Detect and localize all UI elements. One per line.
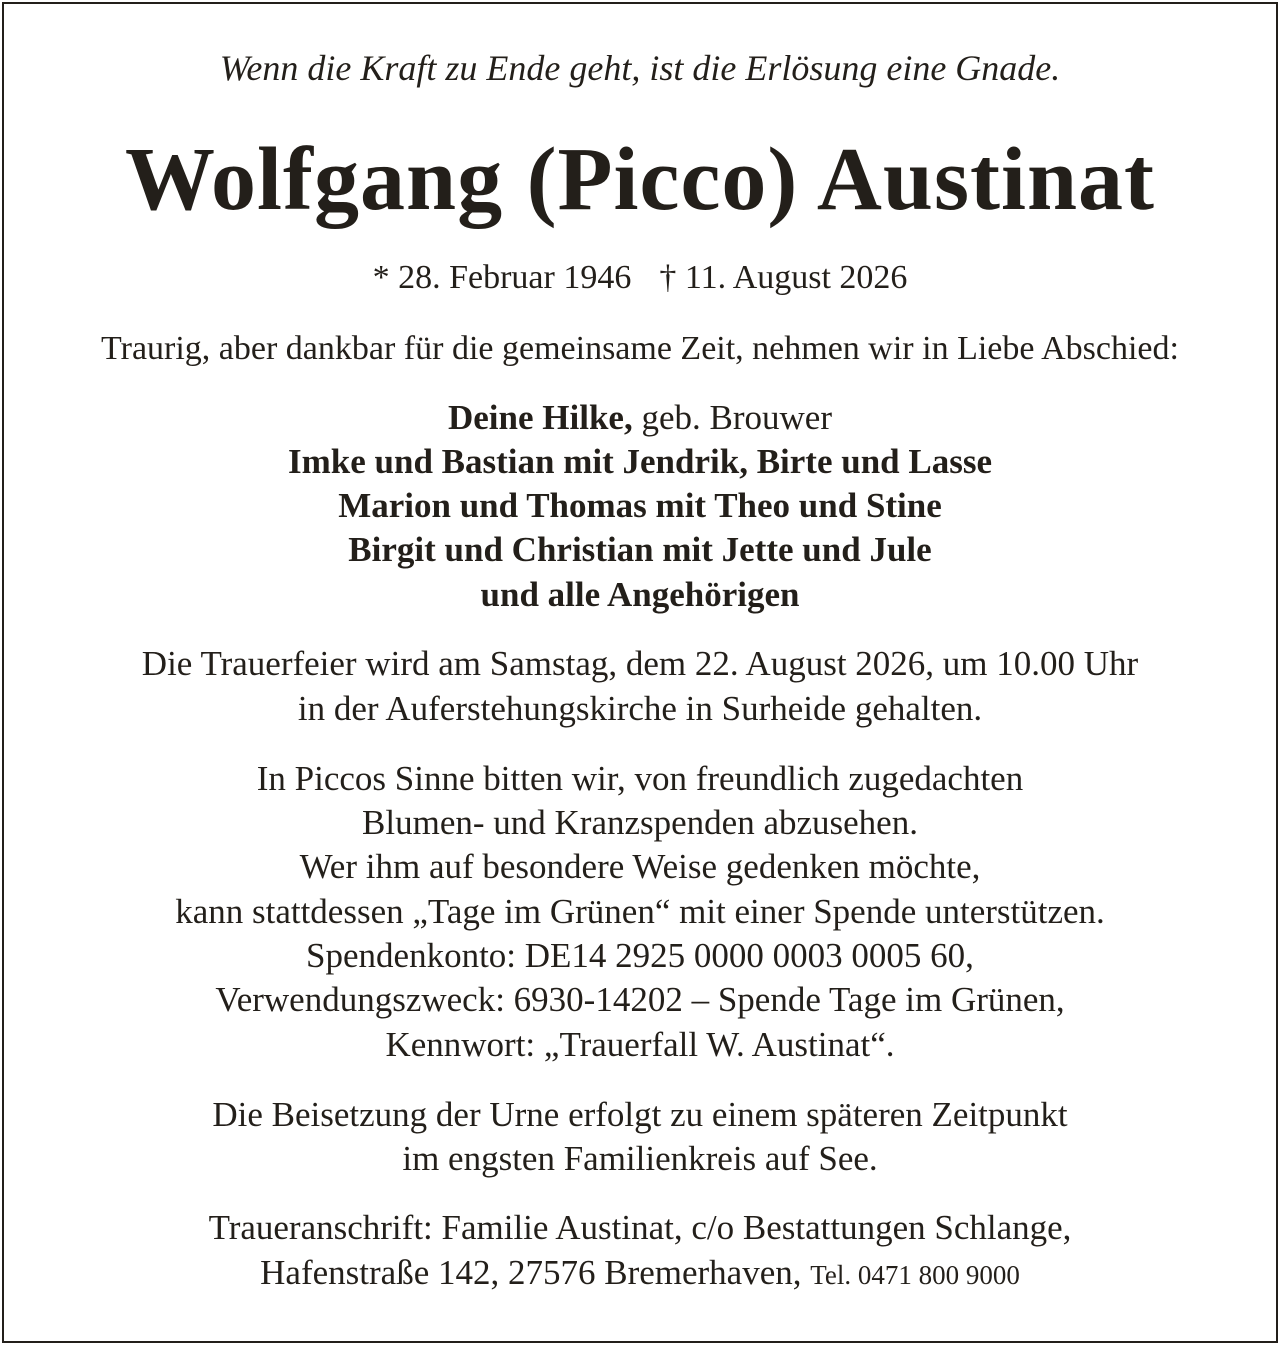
donation-line-4: kann stattdessen „Tage im Grünen“ mit einer Spende unterstützen. — [175, 892, 1105, 931]
farewell-intro: Traurig, aber dankbar für die gemeinsame Zeit, nehmen wir in Liebe Abschied: — [101, 330, 1179, 367]
mourner-spouse — [0, 396, 1280, 440]
mourner-line-4: Birgit und Christian mit Jette und Jule — [348, 530, 932, 569]
mourner-line-3: Marion und Thomas mit Theo und Stine — [338, 486, 942, 525]
address-line-2 — [0, 1251, 1280, 1297]
donation-purpose: Verwendungszweck: 6930-14202 – Spende Tage im Grünen, — [215, 980, 1065, 1019]
spouse-name: Deine Hilke, — [448, 398, 633, 437]
service-line-1: Die Trauerfeier wird am Samstag, dem 22. August 2026, um 10.00 Uhr — [141, 644, 1139, 683]
address-line-1: Traueranschrift: Familie Austinat, c/o Bestattungen Schlange, — [208, 1208, 1072, 1247]
deceased-name: Wolfgang (Picco) Austinat — [125, 130, 1155, 229]
life-dates — [0, 256, 1280, 300]
urn-line-1: Die Beisetzung der Urne erfolgt zu einem späteren Zeitpunkt — [212, 1095, 1068, 1134]
spouse-maiden-name: geb. Brouwer — [641, 398, 832, 437]
address-street: Hafenstraße 142, 27576 Bremerhaven, — [260, 1253, 802, 1292]
motto: Wenn die Kraft zu Ende geht, ist die Erlösung eine Gnade. — [219, 48, 1061, 88]
urn-line-2: im engsten Familienkreis auf See. — [402, 1139, 878, 1178]
mourner-line-5: und alle Angehörigen — [480, 575, 800, 614]
donation-keyword: Kennwort: „Trauerfall W. Austinat“. — [385, 1025, 895, 1064]
birth-date: * 28. Februar 1946 — [372, 259, 632, 296]
service-line-2: in der Auferstehungskirche in Surheide gehalten. — [297, 689, 983, 728]
donation-line-3: Wer ihm auf besondere Weise gedenken möchte, — [299, 847, 981, 886]
phone-number: Tel. 0471 800 9000 — [810, 1260, 1020, 1290]
donation-line-2: Blumen- und Kranzspenden abzusehen. — [362, 803, 918, 842]
death-date: † 11. August 2026 — [659, 259, 908, 296]
mourner-line-2: Imke und Bastian mit Jendrik, Birte und Lasse — [287, 442, 993, 481]
donation-line-1: In Piccos Sinne bitten wir, von freundlich zugedachten — [256, 759, 1024, 798]
donation-account: Spendenkonto: DE14 2925 0000 0003 0005 60, — [306, 936, 974, 975]
